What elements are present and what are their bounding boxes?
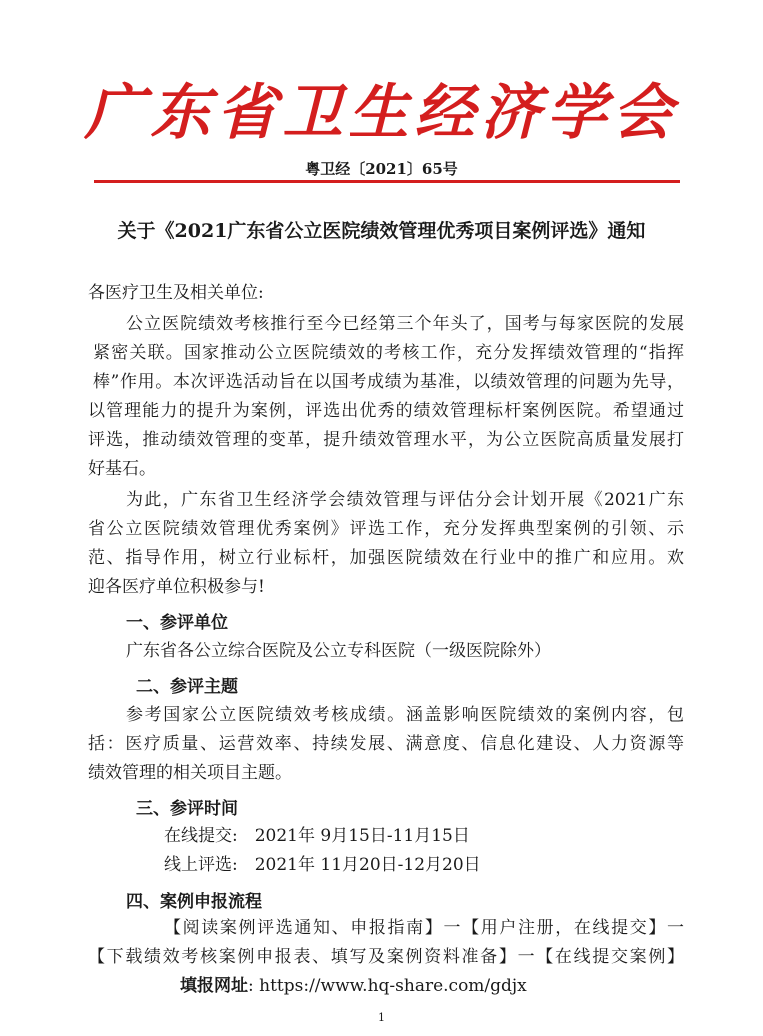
salutation: 各医疗卫生及相关单位:	[88, 283, 264, 303]
paragraph2-line: 为此，广东省卫生经济学会绩效管理与评估分会计划开展《2021广东	[126, 490, 684, 510]
online-submit-period: 在线提交: 2021年 9月15日-11月15日	[164, 826, 470, 846]
paragraph1-line: 好基石。	[88, 459, 156, 479]
org-letterhead-title: 广东省卫生经济学会	[84, 78, 679, 148]
paragraph1-line: 紧密关联。国家推动公立医院绩效的考核工作，充分发挥绩效管理的“指挥	[93, 343, 684, 363]
page-number: 1	[378, 1011, 385, 1024]
document-number: 粤卫经〔2021〕65号	[305, 160, 458, 178]
letterhead-red-rule	[94, 180, 680, 183]
paragraph2-line: 迎各医疗单位积极参与!	[88, 577, 265, 597]
section4-heading: 四、案例申报流程	[126, 892, 262, 912]
section3-heading: 三、参评时间	[136, 799, 238, 819]
paragraph1-line: 棒”作用。本次评选活动旨在以国考成绩为基准，以绩效管理的问题为先导，	[93, 372, 684, 392]
section2-line: 参考国家公立医院绩效考核成绩。涵盖影响医院绩效的案例内容，包	[126, 705, 684, 725]
submission-url-link[interactable]: : https://www.hq-share.com/gdjx	[248, 976, 527, 996]
paragraph2-line: 范、指导作用，树立行业标杆，加强医院绩效在行业中的推广和应用。欢	[88, 548, 684, 568]
section1-text: 广东省各公立综合医院及公立专科医院（一级医院除外）	[126, 641, 551, 661]
paragraph2-line: 省公立医院绩效管理优秀案例》评选工作，充分发挥典型案例的引领、示	[88, 519, 684, 539]
submission-url-row	[180, 972, 527, 1001]
section2-line: 括：医疗质量、运营效率、持续发展、满意度、信息化建设、人力资源等	[88, 734, 684, 754]
paragraph1-line: 以管理能力的提升为案例，评选出优秀的绩效管理标杆案例医院。希望通过	[88, 401, 684, 421]
notice-title: 关于《2021广东省公立医院绩效管理优秀项目案例评选》通知	[117, 220, 646, 242]
section1-heading: 一、参评单位	[126, 613, 228, 633]
online-review-period: 线上评选: 2021年 11月20日-12月20日	[164, 855, 481, 875]
paragraph1-line: 评选，推动绩效管理的变革，提升绩效管理水平，为公立医院高质量发展打	[88, 430, 684, 450]
flow-step-line: 【下载绩效考核案例申报表、填写及案例资料准备】一【在线提交案例】	[88, 947, 684, 967]
section2-line: 绩效管理的相关项目主题。	[88, 763, 292, 783]
submission-url-label: 填报网址	[180, 976, 248, 996]
paragraph1-line: 公立医院绩效考核推行至今已经第三个年头了，国考与每家医院的发展	[126, 314, 684, 334]
flow-step-line: 【阅读案例评选通知、申报指南】一【用户注册，在线提交】一	[164, 918, 684, 938]
section2-heading: 二、参评主题	[136, 677, 238, 697]
